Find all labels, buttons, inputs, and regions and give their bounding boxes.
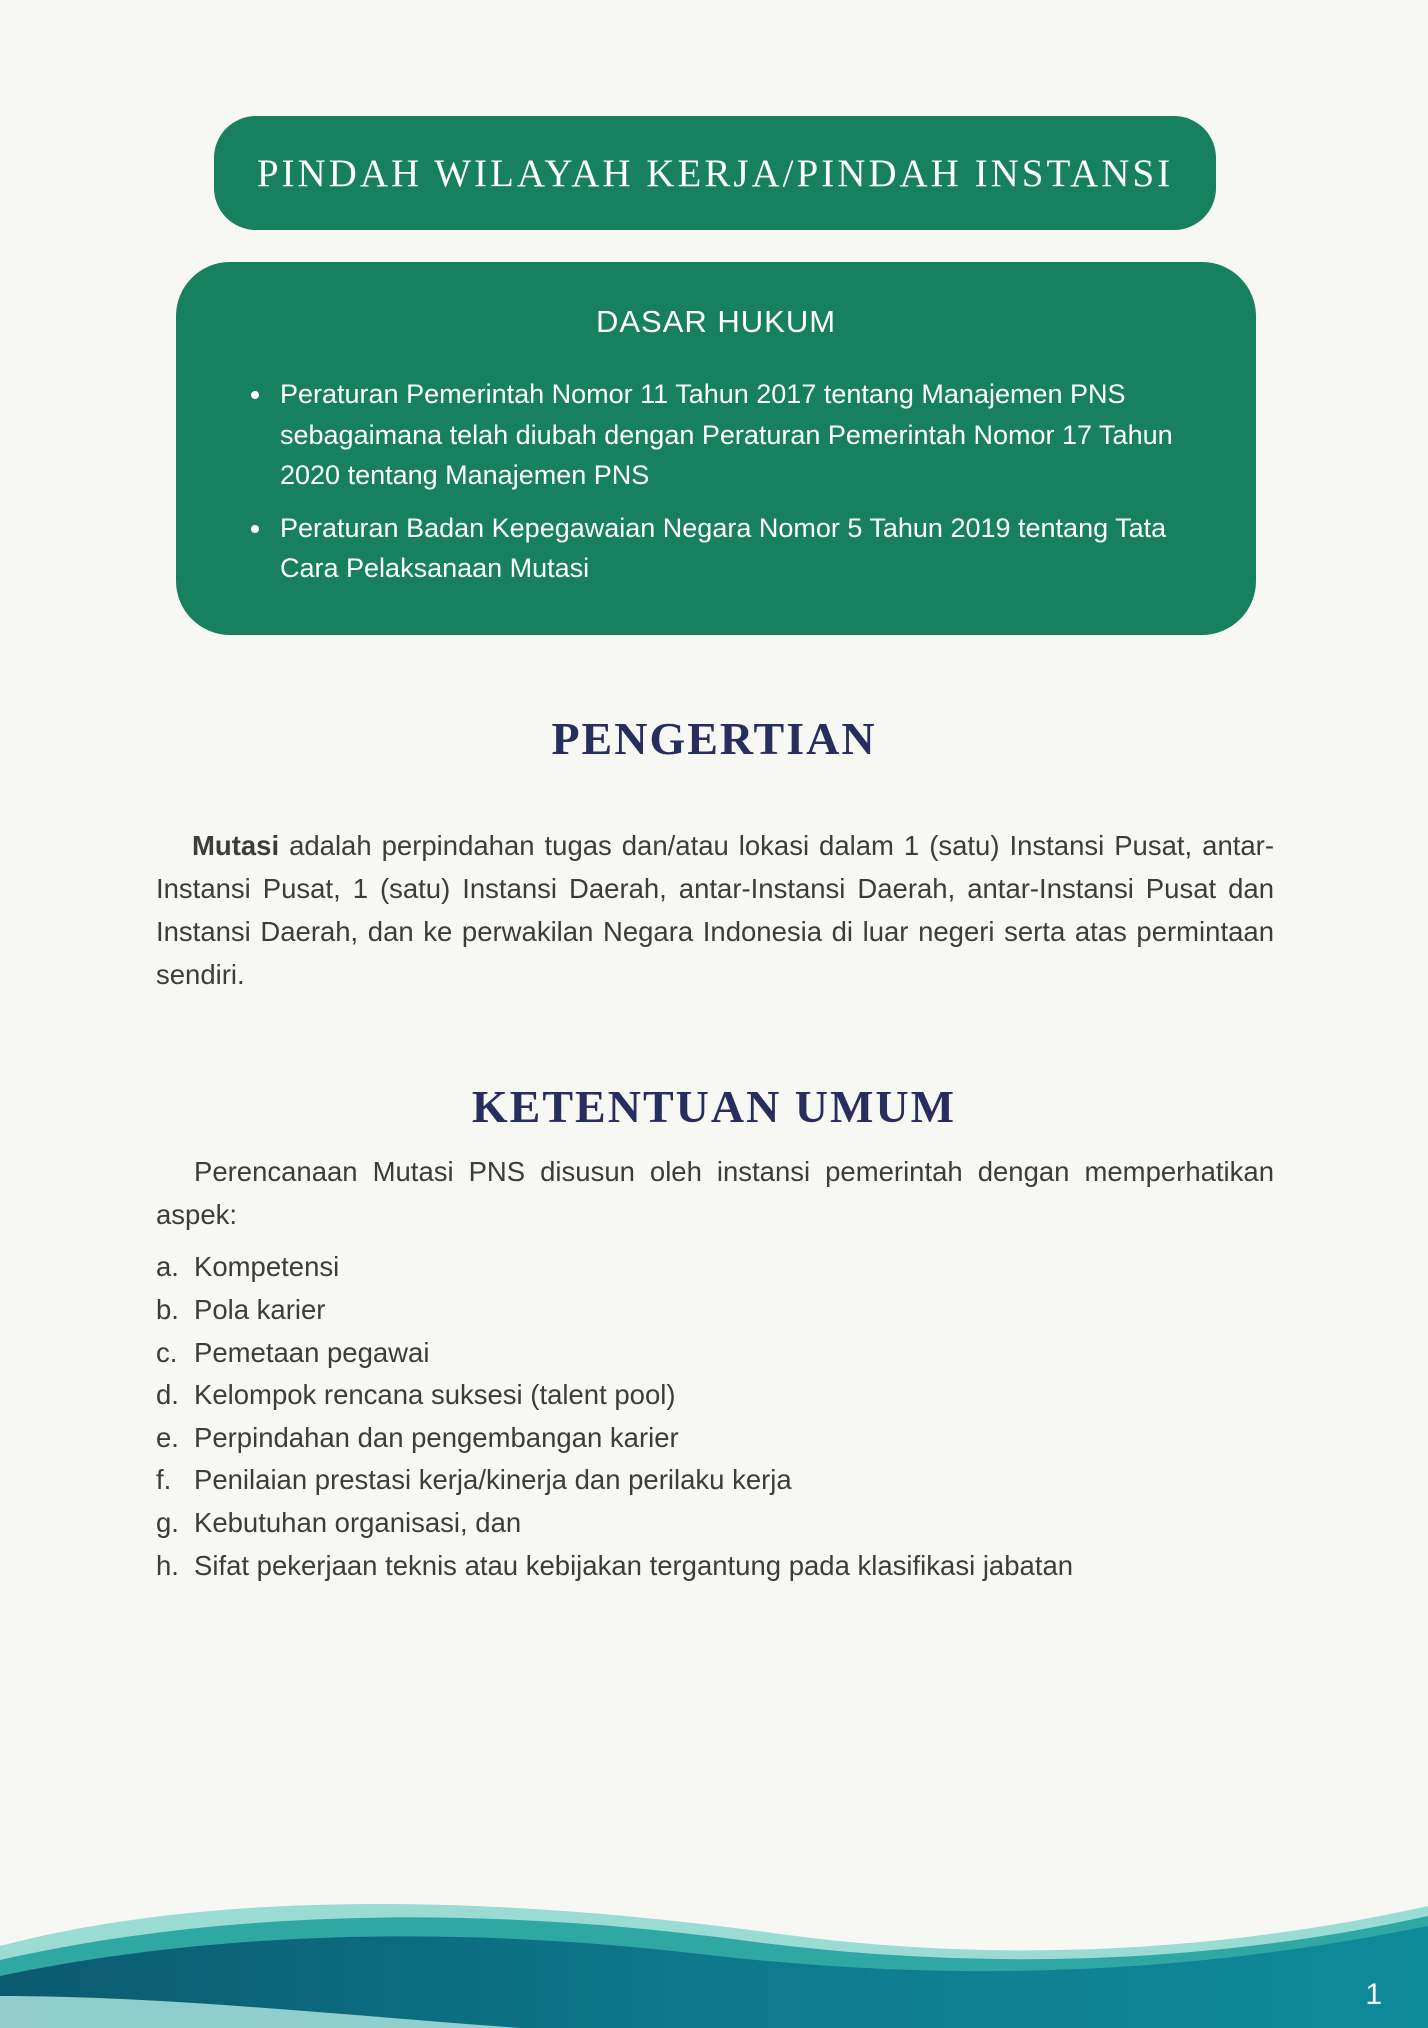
- list-item: [156, 1459, 1274, 1502]
- ketentuan-umum-block: [156, 1150, 1274, 1587]
- section-title-pengertian: PENGERTIAN: [551, 713, 877, 764]
- list-item: [156, 1545, 1274, 1588]
- list-item: [156, 1417, 1274, 1460]
- list-item-text: Peraturan Badan Kepegawaian Negara Nomor 5 Tahun 2019 tentang Tata Cara Pelaksanaan Mutasi: [280, 512, 1167, 583]
- list-item: [274, 374, 1192, 496]
- pengertian-body-text: adalah perpindahan tugas dan/atau lokasi dalam 1 (satu) Instansi Pusat, antar-Instansi Pusat, 1 (satu) Instansi Daerah, antar-Instansi Daerah, antar-Instansi Pusat dan Instansi Daerah, dan ke perwakilan Negara Indonesia di luar negeri serta atas permintaan sendiri.: [156, 829, 1274, 991]
- list-item-text: Pola karier: [194, 1293, 326, 1325]
- list-item: [156, 1502, 1274, 1545]
- page-number: 1: [1365, 1978, 1382, 2011]
- pengertian-lead-word: Mutasi: [192, 829, 280, 861]
- list-item-label: c.: [156, 1336, 178, 1368]
- list-item-label: f.: [156, 1464, 172, 1496]
- list-item-label: d.: [156, 1379, 179, 1411]
- pengertian-paragraph: [156, 824, 1274, 997]
- page-title: PINDAH WILAYAH KERJA/PINDAH INSTANSI: [256, 151, 1174, 195]
- dasar-hukum-box: [176, 262, 1256, 635]
- ketentuan-intro: Perencanaan Mutasi PNS disusun oleh instansi pemerintah dengan memperhatikan aspek:: [156, 1156, 1274, 1231]
- list-item-text: Kompetensi: [194, 1251, 340, 1283]
- footer-wave-graphic: [0, 1868, 1428, 2028]
- list-item: [156, 1332, 1274, 1375]
- list-item-label: e.: [156, 1421, 179, 1453]
- list-item-text: Penilaian prestasi kerja/kinerja dan perilaku kerja: [194, 1464, 792, 1496]
- list-item-label: h.: [156, 1549, 179, 1581]
- list-item: [156, 1374, 1274, 1417]
- list-item-text: Peraturan Pemerintah Nomor 11 Tahun 2017 tentang Manajemen PNS sebagaimana telah diubah dengan Peraturan Pemerintah Nomor 17 Tahun 2020 tentang Manajemen PNS: [280, 379, 1173, 490]
- dasar-hukum-list: [240, 374, 1192, 589]
- list-item: [156, 1246, 1274, 1289]
- list-item-label: b.: [156, 1293, 179, 1325]
- list-item-label: a.: [156, 1251, 179, 1283]
- list-item-text: Perpindahan dan pengembangan karier: [194, 1421, 679, 1453]
- ketentuan-list: [156, 1246, 1274, 1587]
- list-item: [274, 508, 1192, 589]
- list-item-text: Kelompok rencana suksesi (talent pool): [194, 1379, 676, 1411]
- section-title-ketentuan-umum: KETENTUAN UMUM: [471, 1081, 957, 1132]
- list-item: [156, 1289, 1274, 1332]
- title-banner: [214, 116, 1216, 230]
- list-item-text: Pemetaan pegawai: [194, 1336, 430, 1368]
- list-item-text: Kebutuhan organisasi, dan: [194, 1507, 522, 1539]
- list-item-label: g.: [156, 1507, 179, 1539]
- list-item-text: Sifat pekerjaan teknis atau kebijakan tergantung pada klasifikasi jabatan: [194, 1549, 1074, 1581]
- dasar-hukum-title: DASAR HUKUM: [595, 304, 837, 339]
